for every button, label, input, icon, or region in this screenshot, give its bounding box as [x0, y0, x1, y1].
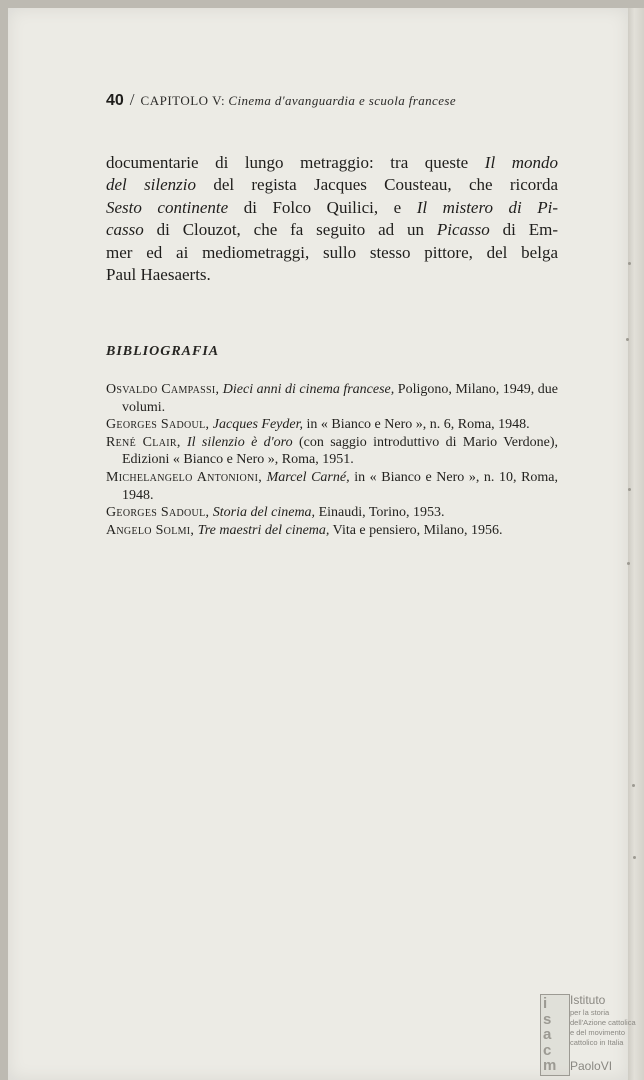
entry-author: Georges Sadoul, [106, 417, 210, 433]
chapter-label: CAPITOLO V: [140, 93, 226, 108]
page-number: 40 [106, 92, 124, 109]
watermark-line: PaoloVI [570, 1059, 613, 1073]
archive-watermark [540, 994, 640, 1076]
body-paragraph [106, 152, 558, 286]
watermark-line: per la storia [570, 1008, 610, 1017]
entry-title: Jacques Feyder, [212, 417, 303, 433]
bibliography-entry [106, 504, 558, 522]
watermark-line: cattolico in Italia [570, 1038, 624, 1047]
watermark-line: Istituto [570, 993, 606, 1007]
binding-mark [633, 856, 636, 859]
bibliography-list [106, 381, 558, 539]
binding-mark [627, 562, 630, 565]
entry-author: René Clair, [106, 434, 181, 450]
entry-details: in « Bianco e Nero », n. 6, Roma, 1948. [306, 417, 530, 433]
entry-author: Georges Sadoul, [106, 505, 210, 521]
entry-details: (con saggio introduttivo di Mario Verdone), Edizioni « Bianco e Nero », Roma, 1951. [122, 434, 559, 468]
running-header [106, 90, 566, 110]
body-line: mer ed ai mediometraggi, sullo stesso pittore, del belga [106, 242, 558, 262]
body-line: casso di Clouzot, che fa seguito ad un Picasso di Em- [106, 220, 558, 240]
bibliography-entry [106, 522, 558, 540]
bibliography-entry [106, 381, 558, 416]
entry-author: Osvaldo Campassi, [106, 382, 220, 397]
bibliography-heading: BIBLIOGRAFIA [106, 344, 220, 359]
entry-details: in « Bianco e Nero », n. 10, Roma, 1948. [122, 469, 559, 503]
body-line: documentarie di lungo metraggio: tra queste Il mondo [106, 153, 558, 172]
entry-title: Marcel Carné, [266, 469, 350, 485]
bibliography-entry [106, 434, 558, 469]
bibliography-entry [106, 416, 558, 434]
chapter-subtitle: Cinema d'avanguardia e scuola francese [228, 93, 457, 108]
entry-author: Angelo Solmi, [106, 522, 195, 538]
entry-title: Dieci anni di cinema francese, [222, 382, 395, 397]
watermark-letters: i s a c m [543, 995, 557, 1074]
entry-title: Il silenzio è d'oro [187, 434, 293, 450]
watermark-line: dell'Azione cattolica [570, 1018, 636, 1027]
bibliography-entry [106, 469, 558, 504]
binding-mark [628, 488, 631, 491]
entry-details: Vita e pensiero, Milano, 1956. [332, 522, 503, 538]
body-line: del silenzio del regista Jacques Cousteau, che ricorda [106, 175, 558, 195]
binding-mark [628, 262, 631, 265]
page-edge [628, 8, 644, 1080]
entry-author: Michelangelo Antonioni, [106, 469, 263, 485]
entry-title: Tre maestri del cinema, [197, 522, 330, 538]
binding-mark [632, 784, 635, 787]
watermark-line: e del movimento [570, 1028, 626, 1037]
body-line: Sesto continente di Folco Quilici, e Il mistero di Pi- [106, 197, 558, 217]
body-line: Paul Haesaerts. [106, 265, 211, 285]
header-separator: / [129, 90, 135, 109]
entry-details: Einaudi, Torino, 1953. [318, 505, 445, 521]
binding-mark [626, 338, 629, 341]
entry-details: Poligono, Milano, 1949, due volumi. [122, 382, 559, 415]
entry-title: Storia del cinema, [212, 505, 316, 521]
